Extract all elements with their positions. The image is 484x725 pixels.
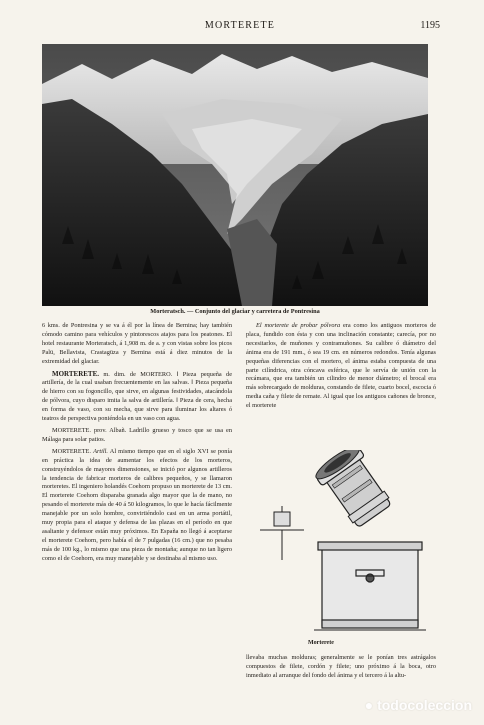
page-number: 1195 <box>420 20 440 31</box>
photo-caption: Morteratsch. — Conjunto del glaciar y carretera de Pontresina <box>150 308 320 315</box>
running-head: MORTERETE <box>204 20 276 31</box>
entry-headword: MORTERETE. <box>52 447 91 455</box>
watermark-text: todocoleccion <box>377 697 472 713</box>
dictionary-entry <box>42 448 232 564</box>
right-column-continuation <box>246 654 436 681</box>
watermark-logo <box>365 697 472 713</box>
entry-body: prov. Albañ. Ladrillo grueso y tosco que se usa en Málaga para solar patios. <box>42 426 232 443</box>
entry-headword: MORTERETE. <box>52 369 100 378</box>
mortar-figure <box>252 450 438 640</box>
figure-caption: Morterete <box>308 640 334 646</box>
entry-body: m. dim. de MORTERO. ‖ Pieza pequeña de artillería, de la cual usaban frecuentemente en las salvas. ‖ Pieza pequeña de hierro con su fogoncillo, que sirve, en algunas festividades, atacándola de pólvora, cuyo disparo imita la salva de artillería. ‖ Pieza de cera, hecha en forma de vaso, con su mecha, que sirve para iluminar los altares ó teatros de perspectiva poniéndola en un vaso con agua. <box>42 370 232 423</box>
entry-headword: MORTERETE. <box>52 426 91 434</box>
glacier-photo-illustration <box>42 44 428 306</box>
paragraph-lead: El morterete de probar pólvora <box>256 322 341 329</box>
paragraph: 6 kms. de Pontresina y se va á él por la línea de Bernina; hay también cómodo camino para vehículos y pintorescos atajos para los peatones. El hotel restaurante Morteratsch, á 1,908 m. de a. y con vistas sobre los picos Palü, Bellavista, Crastagüza y Bernina está á diez minutos de la extremidad del glaciar. <box>42 322 232 365</box>
glacier-photo <box>42 44 428 306</box>
dictionary-entry <box>42 427 232 445</box>
dictionary-entry <box>42 370 232 424</box>
entry-label: Artill. <box>93 447 108 455</box>
right-column <box>246 322 436 414</box>
page-header <box>40 20 440 34</box>
paragraph <box>246 322 436 411</box>
entry-body: Al mismo tiempo que en el siglo XVI se ponía en práctica la idea de aumentar los efectos de los morteros, construyéndolos de mayores dimensiones, se inició por algunos artilleros la tendencia de fabricar morteros de calibres pequeños, y se llamaron morteretes. El ingeniero holandés Coehorn propuso un morterete de 13 cm. El morterete Coehorn disparaba granada algo mayor que la de mano, no pesando el morterete más de 40 á 50 kilogramos, lo que le hacía fácilmente manejable por un solo hombre, convirtiéndolo casi en un arma portátil, muy propia para el ataque y defensa de las plazas en el período en que asaltante y defensor están muy próximos. En España no llegó á aceptarse el morterete Coehorn, pero había el de 7 pulgadas (16 cm.) que no pesaba más de 100 kg., lo mismo que una pieza de montaña; aunque no tan ligero como el de Coehorn, era muy manejable y se destinaba al mismo uso. <box>42 447 232 562</box>
paragraph: llevaba muchas molduras; generalmente se le ponían tres astrágalos compuestos de filete, cordón y filete; uno próximo á la boca, otro inmediato al arranque del fondo del ánima y el tercero á la altu- <box>246 654 436 679</box>
paragraph-body: era como los antiguos morteros de placa, fundido con ésta y con una inclinación constante; carecía, por no necesitarlos, de muñones y contramuñones. Su calibre ó diámetro del ánima era de 191 mm., ó sea 19 cm. en números redondos. Tenía algunas pequeñas diferencias con el mortero, el ánima estaba compuesta de una parte cilíndrica, otra cóncava esférica, que le servía de unión con la recámara, que era también un cilindro de menor diámetro; el brocal era más sobrecargado de molduras, constando de filete, cuarto bocel, escocia ó media caña y filete de remate. Al igual que los antiguos cañones de bronce, el morterete <box>246 322 437 410</box>
left-column <box>42 322 232 567</box>
watermark-dot-icon: ● <box>364 697 374 713</box>
mortar-illustration <box>252 450 438 640</box>
